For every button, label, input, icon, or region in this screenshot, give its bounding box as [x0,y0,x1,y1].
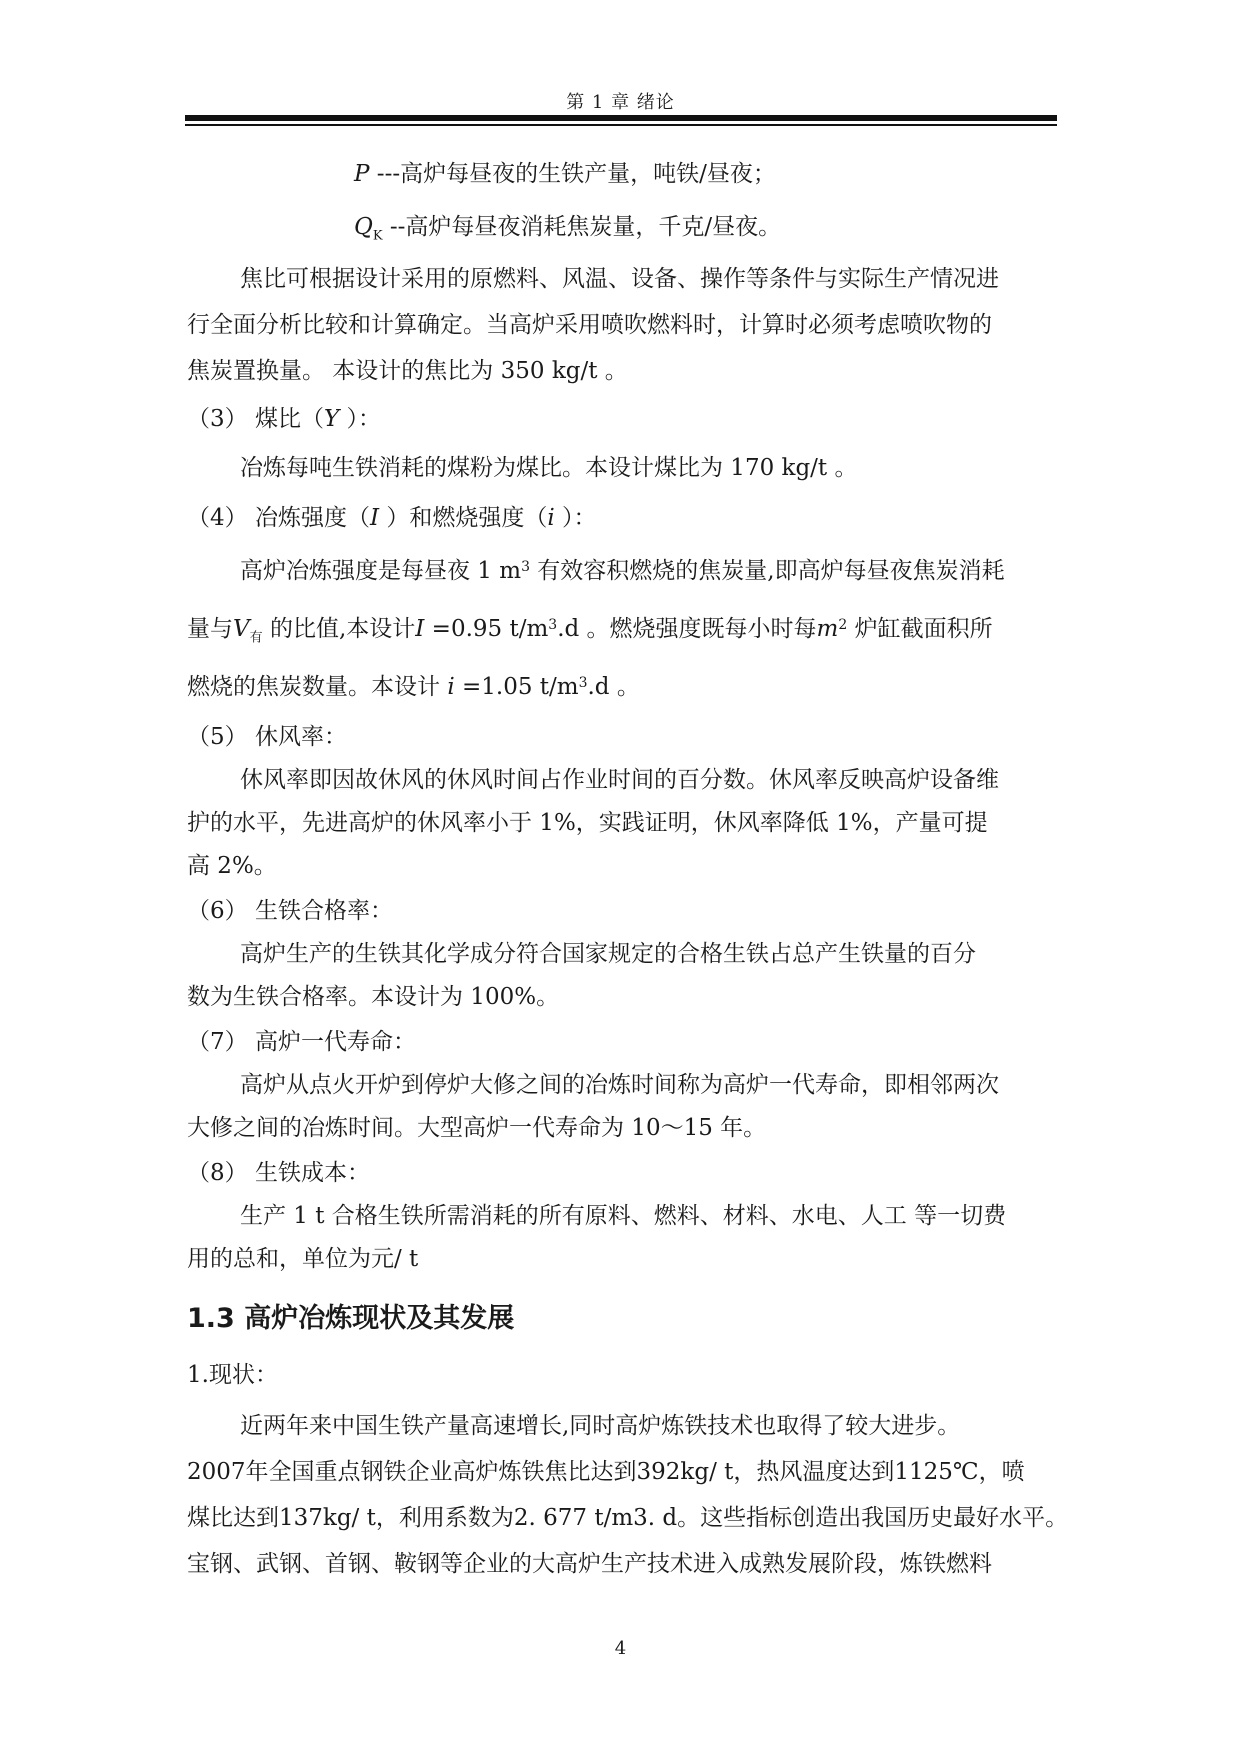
header-rule-thick [185,115,1057,121]
symbol-v: V [233,616,250,642]
intensity-line-2-sup: 3 [548,617,558,633]
intensity-line-1 [240,556,1110,586]
coal-ratio-heading-prefix: （3） 煤比（ [187,406,324,432]
cost-line-2: 用的总和，单位为元/ t [187,1246,419,1272]
symbol-m: m [816,616,839,642]
definition-qk [354,212,1224,252]
intensity-line-3-b: =1.05 t/m [454,674,579,700]
cost-line-1: 生产 1 t 合格生铁所需消耗的所有原料、燃料、材料、水电、人工 等一切费 [240,1203,1007,1229]
intensity-line-3 [187,672,1057,702]
definition-p [354,159,1224,189]
intensity-heading-prefix: （4） 冶炼强度（ [187,505,370,531]
symbol-m-sup: 2 [838,617,848,633]
symbol-p: P [354,161,370,187]
intensity-line-1-sup: 3 [521,559,530,575]
intensity-heading [187,503,1057,533]
downtime-line-2: 护的水平，先进高炉的休风率小于 1%，实践证明，休风率降低 1%，产量可提 [187,810,988,836]
coal-ratio-heading [187,404,1057,434]
intensity-line-2-c: =0.95 t/m [424,616,549,642]
header-rule-thin [185,124,1057,126]
coke-ratio-line-2: 行全面分析比较和计算确定。当高炉采用喷吹燃料时，计算时必须考虑喷吹物的 [187,312,992,338]
intensity-line-3-symbol-i: i [447,674,455,700]
section-heading: 1.3 高炉冶炼现状及其发展 [187,1303,515,1334]
intensity-line-2-e: 炉缸截面积所 [847,616,993,642]
qualified-heading: （6） 生铁合格率： [187,898,393,924]
coal-ratio-heading-suffix: ）： [339,406,381,432]
section-sub-heading: 1.现状： [187,1362,278,1388]
qualified-line-1: 高炉生产的生铁其化学成分符合国家规定的合格生铁占总产生铁量的百分 [240,941,976,967]
symbol-i-lower: i [547,505,555,531]
campaign-line-1: 高炉从点火开炉到停炉大修之间的冶炼时间称为高炉一代寿命，即相邻两次 [240,1072,999,1098]
intensity-line-2 [187,614,1057,654]
section-para-line-4: 宝钢、武钢、首钢、鞍钢等企业的大高炉生产技术进入成熟发展阶段，炼铁燃料 [187,1551,992,1577]
qualified-line-2: 数为生铁合格率。本设计为 100%。 [187,984,560,1010]
intensity-line-2-a: 量与 [187,616,233,642]
running-header: 第 1 章 绪论 [566,92,675,113]
intensity-line-1-a: 高炉冶炼强度是每昼夜 1 m [240,558,522,584]
intensity-line-2-symbol-i: I [415,616,425,642]
intensity-line-3-c: .d 。 [587,674,640,700]
intensity-heading-mid: ）和燃烧强度（ [379,505,548,531]
section-para-line-3: 煤比达到137kg/ t，利用系数为2. 677 t/m3. d。这些指标创造出我国历史最好水平。 [187,1505,1069,1531]
page-number: 4 [614,1638,627,1659]
intensity-line-2-b: 的比值,本设计 [262,616,416,642]
definition-p-text: ---高炉每昼夜的生铁产量，吨铁/昼夜； [369,161,776,187]
coke-ratio-line-1: 焦比可根据设计采用的原燃料、风温、设备、操作等条件与实际生产情况进 [240,266,999,292]
definition-qk-text: --高炉每昼夜消耗焦炭量，千克/昼夜。 [382,214,782,240]
intensity-line-3-a: 燃烧的焦炭数量。本设计 [187,674,448,700]
section-para-line-1: 近两年来中国生铁产量高速增长,同时高炉炼铁技术也取得了较大进步。 [240,1413,961,1439]
symbol-i-upper: I [369,505,380,531]
downtime-line-1: 休风率即因故休风的休风时间占作业时间的百分数。休风率反映高炉设备维 [240,767,999,793]
coal-ratio-body: 冶炼每吨生铁消耗的煤粉为煤比。本设计煤比为 170 kg/t 。 [240,455,858,481]
symbol-q: Q [354,214,373,240]
campaign-heading: （7） 高炉一代寿命： [187,1029,416,1055]
downtime-heading: （5） 休风率： [187,724,347,750]
intensity-line-1-b: 有效容积燃烧的焦炭量,即高炉每昼夜焦炭消耗 [530,558,1005,584]
symbol-v-subscript: 有 [249,630,263,646]
cost-heading: （8） 生铁成本： [187,1160,370,1186]
symbol-y: Y [323,406,340,432]
campaign-line-2: 大修之间的冶炼时间。大型高炉一代寿命为 10～15 年。 [187,1115,767,1141]
downtime-line-3: 高 2%。 [187,853,277,879]
intensity-line-2-d: .d 。燃烧强度既每小时每 [557,616,817,642]
intensity-heading-suffix: ）： [554,505,597,531]
section-para-line-2: 2007年全国重点钢铁企业高炉炼铁焦比达到392kg/ t，热风温度达到1125℃，喷 [187,1459,1025,1485]
symbol-q-subscript: K [372,228,383,244]
intensity-line-3-sup: 3 [578,675,588,691]
coke-ratio-line-3: 焦炭置换量。 本设计的焦比为 350 kg/t 。 [187,358,628,384]
